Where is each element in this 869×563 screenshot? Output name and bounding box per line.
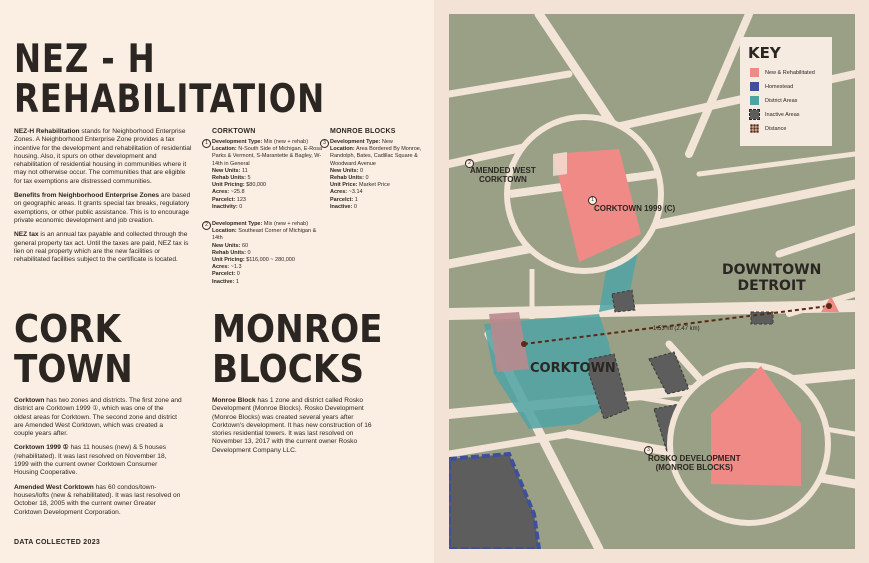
entry-field-value: 0 <box>235 271 240 278</box>
corktown-p2: has 11 houses (new) & 5 houses (rehabilitated). It was last resolved on November 18, 1999 with the current owner Corktown Consumer Housing Cooperative. <box>14 444 167 477</box>
amended-west-notch <box>553 152 567 176</box>
footer-note: DATA COLLECTED 2023 <box>14 539 101 546</box>
pin-rosko: 3 <box>644 446 653 455</box>
entry-field-label: Rehab Units: <box>212 249 246 256</box>
key-item-homestead <box>750 82 793 92</box>
entry-line <box>330 168 426 175</box>
corktown-p2-bold: Corktown 1999 ① <box>14 444 69 452</box>
corktown-p3-bold: Amended West Corktown <box>14 483 94 491</box>
entry-field-value: Area Bordered By Monroe, Randolph, Bates, Cadillac Square & Woodward Avenue <box>330 146 422 167</box>
entry-line <box>212 182 327 189</box>
corktown-section-text <box>14 397 182 523</box>
corktown-p3: has 60 condos/town-houses/lofts (new & rehabilitated). It was last resolved on October 18, 2005 with the current owner Greater Corktown Development Corporation. <box>14 483 181 516</box>
entry-line <box>212 204 327 211</box>
label-downtown-detroit <box>722 262 821 294</box>
entry-field-label: Location: <box>212 146 237 153</box>
monroe-title-line-2: BLOCKS <box>212 347 364 391</box>
entry-field-label: Location: <box>330 146 355 153</box>
entry-field-value: Mix (new + rehab) <box>262 221 309 227</box>
entry-field-label: Unit Pricing: <box>212 257 245 264</box>
entry-field-label: Acres: <box>212 189 230 196</box>
pin-corktown-1999: 1 <box>588 196 597 205</box>
entry-line <box>212 271 327 278</box>
entry-field-value: 5 <box>245 175 251 182</box>
entry-field-label: New Units: <box>212 167 241 174</box>
label-corktown-1999: CORKTOWN 1999 (C) <box>594 204 676 213</box>
entry-field-value: 0 <box>245 249 251 256</box>
label-line: (MONROE BLOCKS) <box>655 463 733 472</box>
intro-p2: are based on geographic areas. It grants special tax breaks, regulatory exemptions, or other public assistance. This is to encourage private economic development and job creation. <box>14 192 191 224</box>
corktown-title-line-1: CORK <box>14 307 122 351</box>
entry-number: 2 <box>202 221 211 230</box>
entry-field-label: Inactive: <box>212 278 235 285</box>
entry-field-label: Development Type: <box>212 139 263 145</box>
entry-number: 3 <box>320 139 329 148</box>
entry-field-value: 0 <box>352 203 357 210</box>
entry-field-value: 0 <box>358 167 364 174</box>
entry-field-value: ~3.14 <box>347 189 363 196</box>
key-title: KEY <box>748 44 781 62</box>
entry-field-label: Acres: <box>212 264 230 271</box>
entry-field-label: New Units: <box>330 167 359 174</box>
intro-p3-bold: NEZ tax <box>14 231 39 239</box>
entry-line <box>212 250 327 257</box>
label-line: AMENDED WEST <box>470 166 536 175</box>
entry-line <box>212 264 327 271</box>
entry-field-value: N-South Side of Michigan, E-Rosa Parks & Vermont, S-Marantette & Bagley, W-14th in General <box>212 146 323 167</box>
entry-field-label: New Units: <box>212 242 241 249</box>
entry-field-value: $80,000 <box>244 182 267 189</box>
entry-line <box>330 204 426 211</box>
district-swatch <box>750 96 759 105</box>
key-item-district <box>750 96 797 106</box>
entry-field-value: ~1.3 <box>229 264 242 271</box>
key-label: New & Rehabilitated <box>765 69 815 76</box>
entry-field-value: New <box>380 139 393 145</box>
entry-field-value: 60 <box>240 242 249 249</box>
homestead-swatch <box>750 82 759 91</box>
corktown-section-title <box>14 309 133 389</box>
entry-field-value: 1 <box>234 278 239 285</box>
entry-field-label: Location: <box>212 228 237 235</box>
entry-line <box>212 168 327 175</box>
entry-field-label: Inactivity: <box>212 203 238 210</box>
label-corktown: CORKTOWN <box>530 361 616 376</box>
label-line: CORKTOWN <box>478 175 527 184</box>
monroe-p1: has 1 zone and district called Rosko Development (Monroe Blocks). Rosko Development (Monroe Blocks) was created several years after Corktown's development. It has new construction of 16 stories residential towers. It was last resolved on November 13, 2017 with the current owner Rosko Development Company LLC. <box>212 397 372 454</box>
route-start-marker <box>521 341 527 347</box>
corktown-entry-1 <box>205 139 327 211</box>
entry-field-value: ~25.8 <box>229 189 245 196</box>
pin-amended-west: 2 <box>465 159 474 168</box>
monroe-title-line-1: MONROE <box>212 307 383 351</box>
entry-line <box>330 146 426 168</box>
entry-line <box>212 279 327 286</box>
entry-field-value: Southeast Corner of Michigan & 14th <box>212 228 317 242</box>
entry-line <box>330 189 426 196</box>
route-end-marker <box>826 303 832 309</box>
corktown-entry-2 <box>205 221 327 286</box>
entry-field-value: $116,000 ~ 280,000 <box>244 257 295 264</box>
left-page <box>0 0 434 563</box>
entry-field-label: Development Type: <box>212 221 263 227</box>
intro-text <box>14 128 192 270</box>
monroe-p1-bold: Monroe Block <box>212 397 256 404</box>
entry-field-value: 123 <box>235 196 246 203</box>
key-label: Inactive Areas <box>765 111 800 118</box>
entry-line <box>212 221 327 228</box>
intro-p2-bold: Benefits from Neighborhood Enterprise Zones <box>14 192 160 200</box>
monroe-entry-3 <box>323 139 426 211</box>
label-amended-west-corktown <box>470 166 536 184</box>
entry-field-label: Parcelct: <box>212 196 236 203</box>
page-title <box>14 37 326 122</box>
entry-line <box>212 146 327 168</box>
entry-field-label: Inactive: <box>330 203 353 210</box>
label-line: DOWNTOWN <box>722 262 822 278</box>
entry-field-label: Parcelct: <box>330 196 354 203</box>
entry-field-value: 0 <box>237 203 243 210</box>
monroe-column-heading: MONROE BLOCKS <box>330 128 396 135</box>
corktown-column-heading: CORKTOWN <box>212 128 256 135</box>
label-distance: 1.53 mi (2.47 km) <box>653 326 700 332</box>
entry-line <box>212 243 327 250</box>
label-line: ROSKO DEVELOPMENT <box>648 454 741 463</box>
map-key <box>740 37 832 146</box>
entry-field-label: Acres: <box>330 189 348 196</box>
key-label: Homestead <box>765 83 794 90</box>
entry-field-label: Parcelct: <box>212 271 236 278</box>
key-label: Distance <box>765 125 787 132</box>
entry-line <box>212 189 327 196</box>
corktown-title-line-2: TOWN <box>14 347 133 391</box>
intro-p3: is an annual tax payable and collected through the general property tax act. Until the taxes are paid, NEZ tax is lien on real property which are the new facilities or rehabilitated facilities subject to the certificate is located. <box>14 231 189 264</box>
monroe-section-text <box>212 397 380 461</box>
entry-field-value: Market Price <box>357 182 390 189</box>
distance-swatch <box>750 124 759 133</box>
entry-line <box>212 257 327 264</box>
entry-field-value: Mix (new + rehab) <box>262 139 309 145</box>
entry-line <box>330 139 426 146</box>
entry-line <box>212 228 327 242</box>
key-item-distance <box>750 124 786 134</box>
entry-field-value: 1 <box>353 196 358 203</box>
entry-field-label: Unit Pricing: <box>212 182 245 189</box>
entry-line <box>330 197 426 204</box>
entry-field-value: 11 <box>240 167 248 174</box>
intro-p1: stands for Neighborhood Enterprise Zones. A Neighborhood Enterprise Zone provides a tax incentive for the development and rehabilitation of residential housing. Also, it spurs on other development and rehabilitation of residential housing in communities where it may not otherwise occur. The communities that are eligible for tax exemptions are distressed communities. <box>14 128 192 185</box>
entry-line <box>212 175 327 182</box>
title-line-1: NEZ - H <box>14 37 156 82</box>
entry-line <box>212 197 327 204</box>
corktown-p1: has two zones and districts. The first zone and district are Corktown 1999 ①, which was one of the oldest areas for Corktown. The second zone and district are Amended West Corktown, which was created a couple years after. <box>14 397 182 438</box>
monroe-section-title <box>212 309 383 389</box>
entry-line <box>330 182 426 189</box>
entry-number: 1 <box>202 139 211 148</box>
entry-field-label: Unit Price: <box>330 182 358 189</box>
key-item-inactive <box>750 110 800 120</box>
intro-p1-bold: NEZ-H Rehabilitation <box>14 128 80 135</box>
label-line: DETROIT <box>737 278 806 294</box>
title-line-2: REHABILITATION <box>14 77 326 122</box>
new-rehab-swatch <box>750 68 759 77</box>
key-label: District Areas <box>765 97 798 104</box>
key-item-new-rehab <box>750 68 815 78</box>
corktown-p1-bold: Corktown <box>14 397 45 404</box>
entry-field-label: Rehab Units: <box>330 175 364 182</box>
entry-field-value: 0 <box>363 175 369 182</box>
entry-line <box>212 139 327 146</box>
label-rosko-development <box>648 454 740 472</box>
entry-field-label: Development Type: <box>330 139 381 145</box>
entry-field-label: Rehab Units: <box>212 175 246 182</box>
inactive-swatch <box>750 110 759 119</box>
entry-line <box>330 175 426 182</box>
